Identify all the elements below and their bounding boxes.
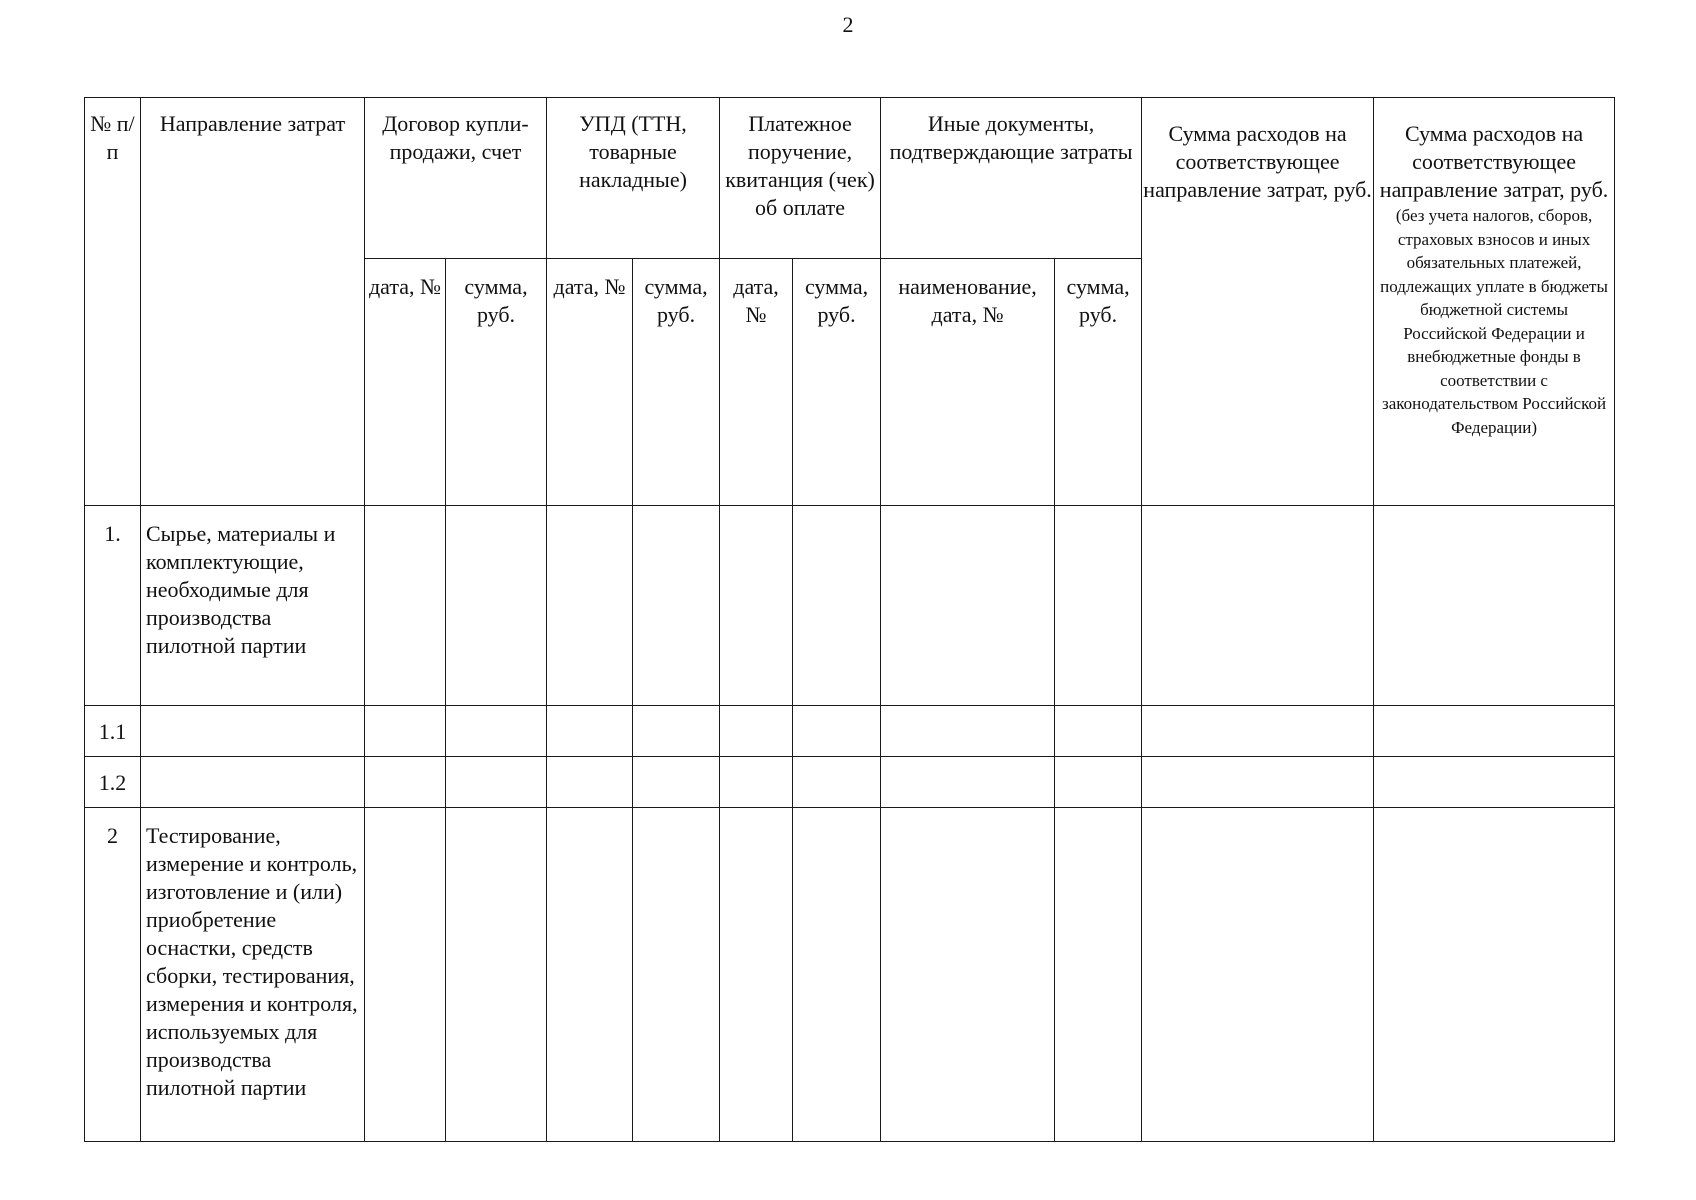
- row-number: 2: [85, 808, 141, 1142]
- cell-other-amount: [1055, 506, 1142, 706]
- cell-contract-amount: [446, 706, 547, 757]
- cell-contract-amount: [446, 506, 547, 706]
- subheader-contract-date: дата, №: [365, 259, 446, 506]
- row-direction: [141, 706, 365, 757]
- cell-upd-amount: [633, 808, 720, 1142]
- cell-contract-date: [365, 757, 446, 808]
- header-col-sum-net-note: (без учета налогов, сборов, страховых взносов и иных обязательных платежей, подлежащих уплате в бюджеты бюджетной системы Российской Федерации и внебюджетные фонды в соответствии с законодательством Российской Федерации): [1380, 206, 1608, 437]
- cell-payment-amount: [793, 808, 881, 1142]
- header-col-sum-net: [1374, 98, 1615, 506]
- cell-other-name: [881, 757, 1055, 808]
- cell-sum: [1142, 506, 1374, 706]
- cell-contract-amount: [446, 808, 547, 1142]
- cell-other-name: [881, 506, 1055, 706]
- subheader-payment-date: дата, №: [720, 259, 793, 506]
- row-direction: [141, 757, 365, 808]
- header-col-other-docs: Иные документы, подтверждающие затраты: [881, 98, 1142, 259]
- cell-sum: [1142, 808, 1374, 1142]
- header-col-sum-net-title: Сумма расходов на соответствующее направление затрат, руб.: [1379, 121, 1609, 202]
- cell-sum-net: [1374, 706, 1615, 757]
- header-col-payment: Платежное поручение, квитанция (чек) об оплате: [720, 98, 881, 259]
- cell-upd-date: [547, 808, 633, 1142]
- row-direction: Тестирование, измерение и контроль, изготовление и (или) приобретение оснастки, средств сборки, тестирования, измерения и контроля, используемых для производства пилотной партии: [141, 808, 365, 1142]
- cell-other-amount: [1055, 757, 1142, 808]
- header-col-num: № п/п: [85, 98, 141, 506]
- cell-payment-date: [720, 506, 793, 706]
- cell-sum-net: [1374, 506, 1615, 706]
- cell-upd-date: [547, 706, 633, 757]
- cell-contract-date: [365, 808, 446, 1142]
- cell-other-name: [881, 808, 1055, 1142]
- subheader-contract-amount: сумма, руб.: [446, 259, 547, 506]
- subheader-payment-amount: сумма, руб.: [793, 259, 881, 506]
- table-row: [85, 808, 1615, 1142]
- subheader-upd-amount: сумма, руб.: [633, 259, 720, 506]
- subheader-other-name: наименование, дата, №: [881, 259, 1055, 506]
- cell-payment-amount: [793, 757, 881, 808]
- cell-payment-date: [720, 706, 793, 757]
- cell-upd-date: [547, 757, 633, 808]
- cell-contract-amount: [446, 757, 547, 808]
- cell-sum-net: [1374, 808, 1615, 1142]
- cell-upd-date: [547, 506, 633, 706]
- subheader-upd-date: дата, №: [547, 259, 633, 506]
- cell-other-amount: [1055, 808, 1142, 1142]
- cell-sum: [1142, 706, 1374, 757]
- header-col-upd: УПД (ТТН, товарные накладные): [547, 98, 720, 259]
- cell-upd-amount: [633, 706, 720, 757]
- header-col-contract: Договор купли-продажи, счет: [365, 98, 547, 259]
- table-header-row: [85, 98, 1615, 259]
- subheader-other-amount: сумма, руб.: [1055, 259, 1142, 506]
- cell-other-amount: [1055, 706, 1142, 757]
- row-direction: Сырье, материалы и комплектующие, необходимые для производства пилотной партии: [141, 506, 365, 706]
- table-row: [85, 757, 1615, 808]
- cell-upd-amount: [633, 506, 720, 706]
- row-number: 1.1: [85, 706, 141, 757]
- cell-contract-date: [365, 706, 446, 757]
- cell-sum-net: [1374, 757, 1615, 808]
- cell-payment-date: [720, 808, 793, 1142]
- row-number: 1.2: [85, 757, 141, 808]
- cell-payment-amount: [793, 506, 881, 706]
- cell-contract-date: [365, 506, 446, 706]
- header-col-direction: Направление затрат: [141, 98, 365, 506]
- cell-upd-amount: [633, 757, 720, 808]
- cell-payment-amount: [793, 706, 881, 757]
- header-col-sum: Сумма расходов на соответствующее направление затрат, руб.: [1142, 98, 1374, 506]
- page-number: 2: [842, 12, 854, 37]
- cell-payment-date: [720, 757, 793, 808]
- table-row: [85, 506, 1615, 706]
- row-number: 1.: [85, 506, 141, 706]
- table-row: [85, 706, 1615, 757]
- cost-report-table: [84, 97, 1615, 1142]
- cell-sum: [1142, 757, 1374, 808]
- cell-other-name: [881, 706, 1055, 757]
